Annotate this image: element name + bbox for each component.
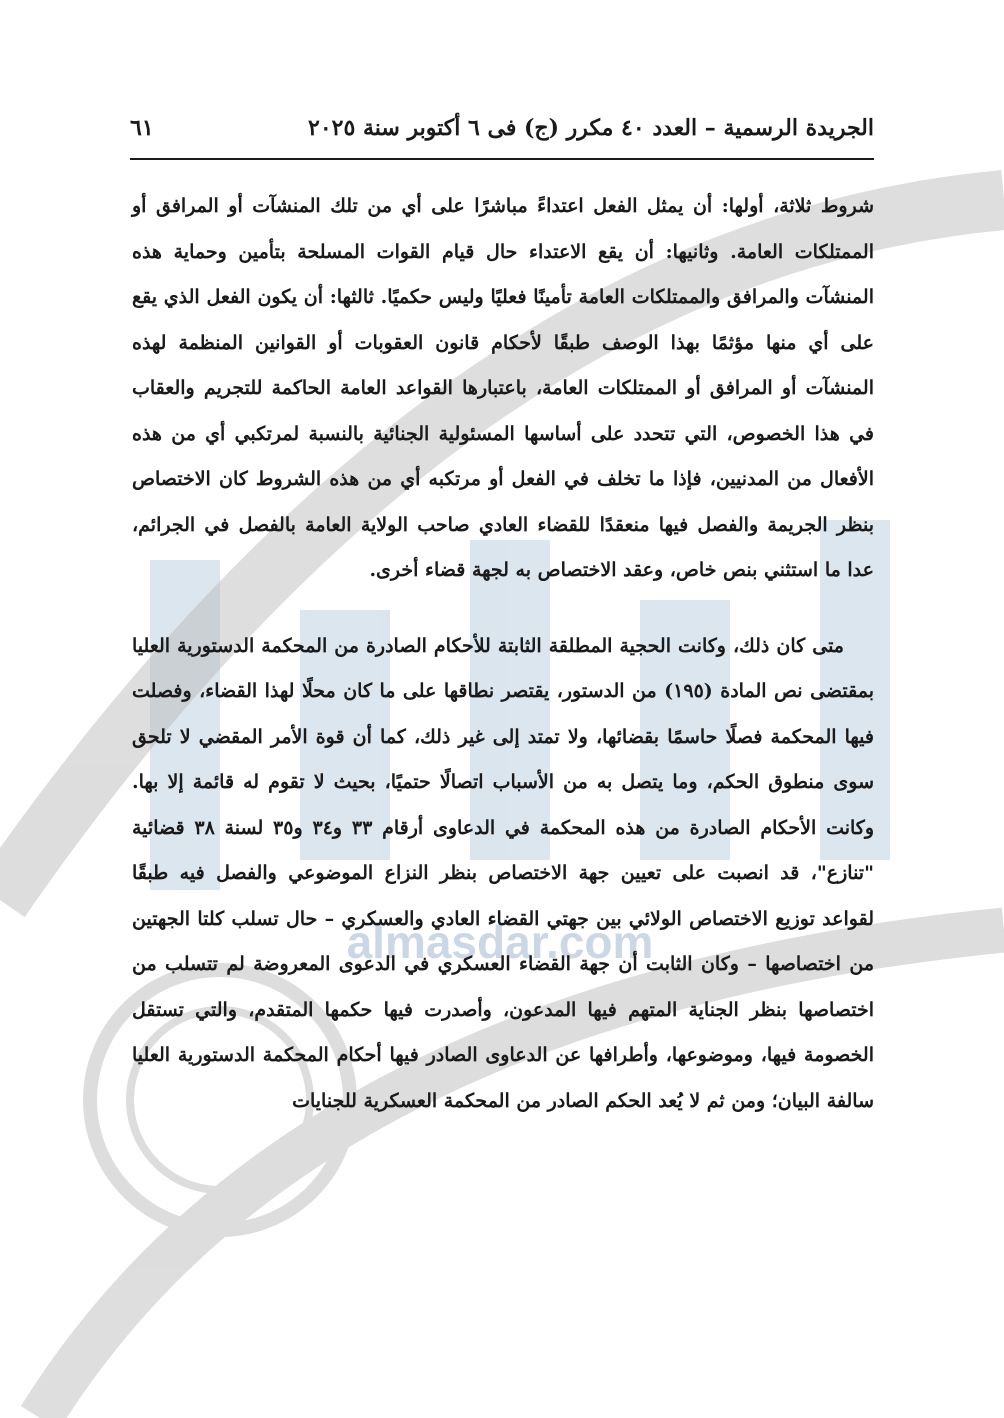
header-divider: [130, 158, 874, 160]
page-header: [130, 108, 874, 148]
gazette-header-title: الجريدة الرسمية – العدد ٤٠ مكرر (ج) فى ٦ أكتوبر سنة ٢٠٢٥: [308, 115, 874, 141]
body-paragraph: متى كان ذلك، وكانت الحجية المطلقة الثابتة للأحكام الصادرة من المحكمة الدستورية العليا بمقتضى نص المادة (١٩٥) من الدستور، يقتصر نطاقها على ما كان محلًا لهذا القضاء، وفصلت فيها المحكمة فصلًا حاسمًا بقضائها، ولا تمتد إلى غير ذلك، كما أن قوة الأمر المقضي لا تلحق سوى منطوق الحكم، وما يتصل به من الأسباب اتصالًا حتميًا، بحيث لا تقوم له قائمة إلا بها. وكانت الأحكام الصادرة من هذه المحكمة في الدعاوى أرقام ٣٣ و٣٤ و٣٥ لسنة ٣٨ قضائية "تنازع"، قد انصبت على تعيين جهة الاختصاص بنظر النزاع الموضوعي والفصل فيه طبقًا لقواعد توزيع الاختصاص الولائي بين جهتي القضاء العادي والعسكري – حال تسلب كلتا الجهتين من اختصاصها – وكان الثابت أن جهة القضاء العسكري في الدعوى المعروضة لم تتسلب من اختصاصها بنظر الجناية المتهم فيها المدعون، وأصدرت فيها حكمها المتقدم، والتي تستقل الخصومة فيها، وموضوعها، وأطرافها عن الدعاوى الصادر فيها أحكام المحكمة الدستورية العليا سالفة البيان؛ ومن ثم لا يُعد الحكم الصادر من المحكمة العسكرية للجنايات: [132, 634, 875, 1112]
page-number: ٦١: [130, 115, 154, 141]
body-paragraph: شروط ثلاثة، أولها: أن يمثل الفعل اعتداءً مباشرًا على أي من تلك المنشآت أو المرافق أو الممتلكات العامة. وثانيها: أن يقع الاعتداء حال قيام القوات المسلحة بتأمين وحماية هذه المنشآت والمرافق والممتلكات العامة تأمينًا فعليًا وليس حكميًا. ثالثها: أن يكون الفعل الذي يقع على أي منها مؤثمًا بهذا الوصف طبقًا لأحكام قانون العقوبات أو القوانين المنظمة لهذه المنشآت أو المرافق أو الممتلكات العامة، باعتبارها القواعد العامة الحاكمة للتجريم والعقاب في هذا الخصوص، التي تتحدد على أساسها المسئولية الجنائية بالنسبة لمرتكبي أي من هذه الأفعال من المدنيين، فإذا ما تخلف في الفعل أو مرتكبه أي من هذه الشروط كان الاختصاص بنظر الجريمة والفصل فيها منعقدًا للقضاء العادي صاحب الولاية العامة بالفصل في الجرائم، عدا ما استثني بنص خاص، وعقد الاختصاص به لجهة قضاء أخرى.: [132, 195, 874, 581]
document-body: [132, 184, 874, 1124]
watermark-text: almasdar.com: [346, 916, 654, 968]
